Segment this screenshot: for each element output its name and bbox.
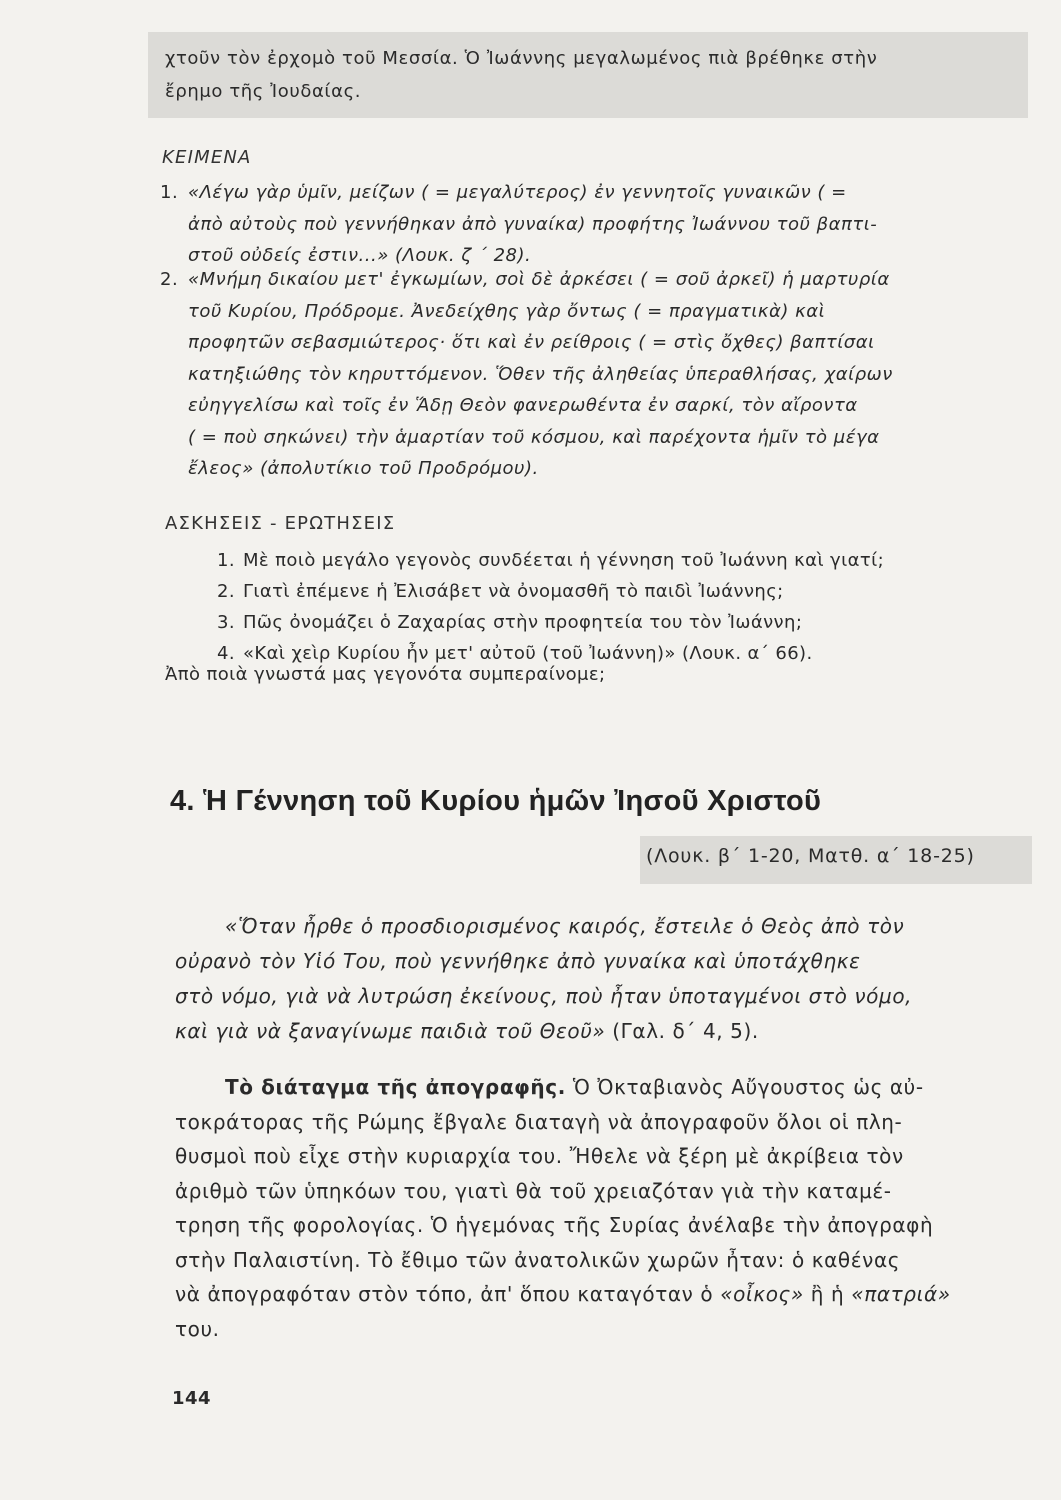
- exercise-number: 4.: [217, 643, 235, 664]
- paragraph-line: τρηση τῆς φορολογίας. Ὁ ἡγεμόνας τῆς Συρίας ἀνέλαβε τὴν ἀπογραφὴ: [175, 1213, 934, 1237]
- body-paragraph: [175, 1070, 1025, 1346]
- exercise-continuation: Ἀπὸ ποιὰ γνωστά μας γεγονότα συμπεραίνομε;: [165, 664, 606, 685]
- text-line: τοῦ Κυρίου, Πρόδρομε. Ἀνεδείχθης γὰρ ὄντως ( = πραγματικὰ) καὶ: [188, 300, 826, 322]
- exercise-item: [217, 607, 1017, 638]
- intro-line: χτοῦν τὸν ἐρχομὸ τοῦ Μεσσία. Ὁ Ἰωάννης μεγαλωμένος πιὰ βρέθηκε στὴν: [165, 48, 878, 69]
- exercise-number: 3.: [217, 612, 235, 633]
- quote-line: καὶ γιὰ νὰ ξαναγίνωμε παιδιὰ τοῦ Θεοῦ»: [175, 1019, 606, 1043]
- text-line: ἀπὸ αὐτοὺς ποὺ γεννήθηκαν ἀπὸ γυναίκα) προφήτης Ἰωάννου τοῦ βαπτι-: [188, 213, 878, 235]
- exercises-heading: ΑΣΚΗΣΕΙΣ - ΕΡΩΤΗΣΕΙΣ: [165, 513, 396, 534]
- quote-line: οὐρανὸ τὸν Υἱό Του, ποὺ γεννήθηκε ἀπὸ γυναίκα καὶ ὑποτάχθηκε: [175, 949, 861, 973]
- paragraph-line: θυσμοὶ ποὺ εἶχε στὴν κυριαρχία του. Ἤθελε νὰ ξέρη μὲ ἀκρίβεια τὸν: [175, 1144, 904, 1168]
- text-line: «Μνήμη δικαίου μετ' ἐγκωμίων, σοὶ δὲ ἀρκέσει ( = σοῦ ἀρκεῖ) ἡ μαρτυρία: [188, 269, 890, 290]
- text-line: προφητῶν σεβασμιώτερος· ὅτι καὶ ἐν ρείθροις ( = στὶς ὄχθες) βαπτίσαι: [188, 332, 875, 353]
- text-line: κατηξιώθης τὸν κηρυττόμενον. Ὅθεν τῆς ἀληθείας ὑπεραθλήσας, χαίρων: [188, 363, 893, 385]
- exercise-text: Γιατὶ ἐπέμενε ἡ Ἐλισάβετ νὰ ὀνομασθῆ τὸ παιδὶ Ἰωάννης;: [243, 581, 784, 602]
- text-line: εὐηγγελίσω καὶ τοῖς ἐν Ἅδῃ Θεὸν φανερωθέντα ἐν σαρκί, τὸν αἴροντα: [188, 395, 858, 416]
- quote-citation: (Γαλ. δ΄ 4, 5).: [605, 1019, 759, 1043]
- chapter-reference: (Λουκ. β΄ 1-20, Ματθ. α΄ 18-25): [646, 845, 975, 867]
- exercise-text: «Καὶ χεὶρ Κυρίου ἦν μετ' αὐτοῦ (τοῦ Ἰωάννη)» (Λουκ. α΄ 66).: [243, 643, 813, 664]
- term-oikos: «οἶκος»: [720, 1282, 804, 1306]
- paragraph-line: Ὁ Ὀκταβιανὸς Αὔγουστος ὡς αὐ-: [565, 1075, 924, 1099]
- text-line: στοῦ οὐδείς ἐστιν...» (Λουκ. ζ ΄ 28).: [188, 245, 532, 266]
- page-number: 144: [172, 1388, 212, 1409]
- texts-heading: ΚΕΙΜΕΝΑ: [162, 147, 252, 168]
- quote-line: στὸ νόμο, γιὰ νὰ λυτρώση ἐκείνους, ποὺ ἦταν ὑποταγμένοι στὸ νόμο,: [175, 984, 913, 1008]
- exercise-number: 1.: [217, 550, 235, 571]
- paragraph-line: τοκράτορας τῆς Ρώμης ἔβγαλε διαταγὴ νὰ ἀπογραφοῦν ὅλοι οἱ πλη-: [175, 1109, 903, 1134]
- chapter-title: 4. Ἡ Γέννηση τοῦ Κυρίου ἡμῶν Ἰησοῦ Χριστοῦ: [170, 785, 822, 817]
- exercise-text: Μὲ ποιὸ μεγάλο γεγονὸς συνδέεται ἡ γέννηση τοῦ Ἰωάννη καὶ γιατί;: [243, 550, 885, 571]
- paragraph-line: ἀριθμὸ τῶν ὑπηκόων του, γιατὶ θὰ τοῦ χρειαζόταν γιὰ τὴν καταμέ-: [175, 1178, 892, 1203]
- item-number: 2.: [160, 269, 179, 290]
- text-line: ( = ποὺ σηκώνει) τὴν ἁμαρτίαν τοῦ κόσμου, καὶ παρέχοντα ἡμῖν τὸ μέγα: [188, 426, 880, 448]
- exercise-number: 2.: [217, 581, 235, 602]
- text-item-2: [160, 264, 1022, 485]
- paragraph-connector: ἢ ἡ: [803, 1282, 852, 1306]
- quote-line: «Ὅταν ἦρθε ὁ προσδιορισμένος καιρός, ἔστειλε ὁ Θεὸς ἀπὸ τὸν: [225, 914, 905, 938]
- term-patria: «πατριά»: [851, 1282, 951, 1306]
- intro-line: ἔρημο τῆς Ἰουδαίας.: [165, 81, 362, 102]
- intro-text: [165, 42, 1015, 108]
- paragraph-lead: Τὸ διάταγμα τῆς ἀπογραφῆς.: [225, 1075, 566, 1099]
- paragraph-line: νὰ ἀπογραφόταν στὸν τόπο, ἀπ' ὅπου καταγόταν ὁ: [175, 1282, 714, 1306]
- exercise-item: [217, 545, 1017, 576]
- item-number: 1.: [160, 182, 179, 203]
- exercise-list: [217, 545, 1017, 669]
- exercise-item: [217, 576, 1017, 607]
- paragraph-line: του.: [175, 1316, 220, 1341]
- text-line: ἔλεος» (ἀπολυτίκιο τοῦ Προδρόμου).: [188, 458, 539, 479]
- epigraph-quote: [175, 909, 1020, 1049]
- exercise-text: Πῶς ὀνομάζει ὁ Ζαχαρίας στὴν προφητεία του τὸν Ἰωάννη;: [243, 612, 803, 633]
- text-line: «Λέγω γὰρ ὑμῖν, μείζων ( = μεγαλύτερος) ἐν γεννητοῖς γυναικῶν ( =: [188, 182, 847, 203]
- text-item-1: [160, 177, 1022, 272]
- paragraph-line: στὴν Παλαιστίνη. Τὸ ἔθιμο τῶν ἀνατολικῶν χωρῶν ἦταν: ὁ καθένας: [175, 1247, 901, 1272]
